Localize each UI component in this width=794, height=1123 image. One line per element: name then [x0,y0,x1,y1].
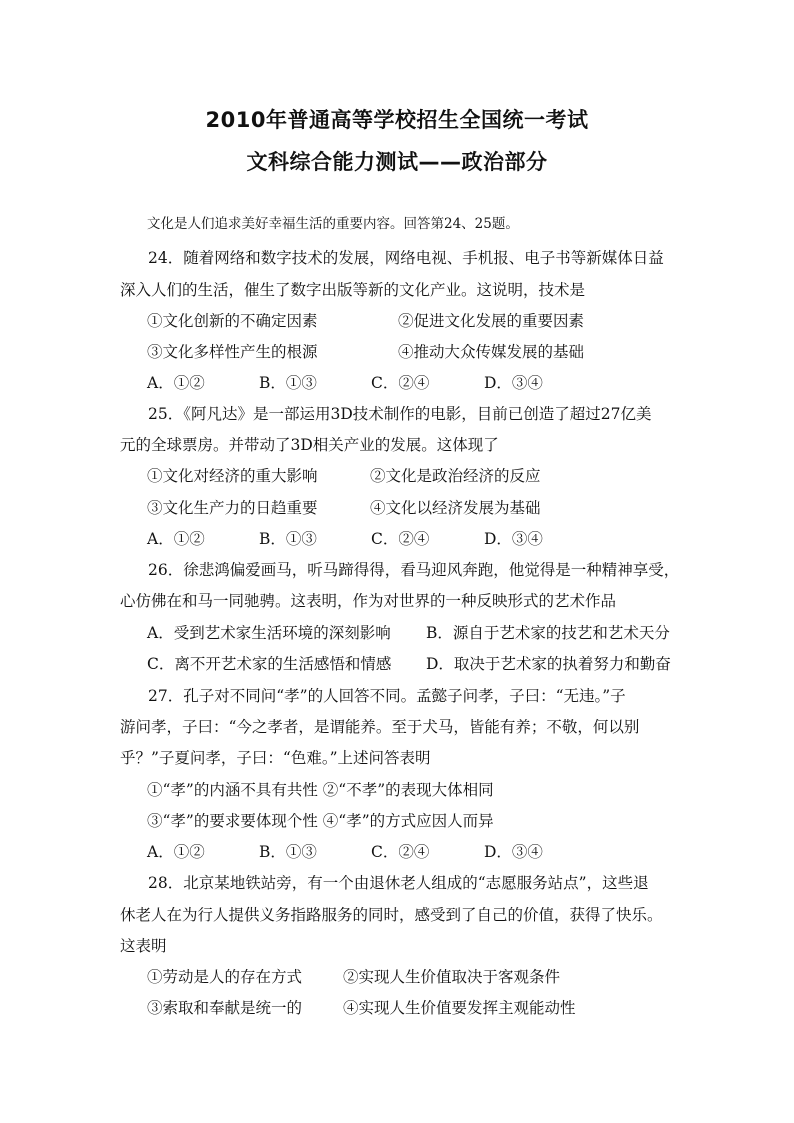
q27-options-row-1: ①“孝”的内涵不具有共性 ②“不孝”的表现大体相同 [147,781,494,799]
q28-option-4: ④实现人生价值要发挥主观能动性 [343,999,576,1017]
q25-choice-d: D．③④ [484,530,543,548]
q25-option-2: ②文化是政治经济的反应 [370,467,541,485]
q25-option-4: ④文化以经济发展为基础 [370,499,541,517]
exam-subtitle: 文科综合能力测试——政治部分 [246,150,548,174]
q27-stem-line-1: 27．孔子对不同问“孝”的人回答不同。孟懿子问孝，子曰：“无违。”子 [148,687,626,705]
q28-stem-line-1: 28．北京某地铁站旁，有一个由退休老人组成的“志愿服务站点”，这些退 [148,874,649,892]
q28-option-2: ②实现人生价值取决于客观条件 [343,968,561,986]
q25-choice-b: B．①③ [259,530,317,548]
q28-option-3: ③索取和奉献是统一的 [147,999,303,1017]
q25-choice-c: C．②④ [371,530,430,548]
q27-choice-b: B．①③ [259,843,317,861]
q25-option-3: ③文化生产力的日趋重要 [147,499,318,517]
q26-option-a: A．受到艺术家生活环境的深刻影响 [147,624,391,642]
q28-stem-line-2: 休老人在为行人提供义务指路服务的同时，感受到了自己的价值，获得了快乐。 [120,906,663,924]
q24-choice-b: B．①③ [259,374,317,392]
q24-choice-d: D．③④ [484,374,543,392]
exam-title: 2010年普通高等学校招生全国统一考试 [205,108,589,132]
q24-stem-line-1: 24．随着网络和数字技术的发展，网络电视、手机报、电子书等新媒体日益 [148,249,664,267]
q25-option-1: ①文化对经济的重大影响 [147,467,318,485]
q26-option-c: C．离不开艺术家的生活感悟和情感 [147,655,392,673]
q24-option-3: ③文化多样性产生的根源 [147,343,318,361]
q24-choice-a: A．①② [147,374,205,392]
q27-choice-c: C．②④ [371,843,430,861]
section-intro: 文化是人们追求美好幸福生活的重要内容。回答第24、25题。 [147,216,519,232]
q25-choice-a: A．①② [147,530,205,548]
q26-option-d: D．取决于艺术家的执着努力和勤奋 [426,655,671,673]
q27-choice-d: D．③④ [484,843,543,861]
q24-choice-c: C．②④ [371,374,430,392]
q28-option-1: ①劳动是人的存在方式 [147,968,303,986]
q27-options-row-2: ③“孝”的要求要体现个性 ④“孝”的方式应因人而异 [147,812,494,830]
q26-stem-line-1: 26．徐悲鸿偏爱画马，听马蹄得得，看马迎风奔跑，他觉得是一种精神享受， [148,561,680,579]
q28-stem-line-3: 这表明 [120,937,167,955]
q26-stem-line-2: 心仿佛在和马一同驰骋。这表明，作为对世界的一种反映形式的艺术作品 [120,592,617,610]
q24-stem-line-2: 深入人们的生活，催生了数字出版等新的文化产业。这说明，技术是 [120,281,586,299]
q27-stem-line-3: 乎？”子夏问孝，子曰：“色难。”上述问答表明 [120,749,431,767]
q25-stem-line-2: 元的全球票房。并带动了3D相关产业的发展。这体现了 [120,436,499,454]
q25-stem-line-1: 25．《阿凡达》是一部运用3D技术制作的电影，目前已创造了超过27亿美 [148,405,652,423]
q27-choice-a: A．①② [147,843,205,861]
q27-stem-line-2: 游问孝，子曰：“今之孝者，是谓能养。至于犬马，皆能有养；不敬，何以别 [120,718,640,736]
q26-option-b: B．源自于艺术家的技艺和艺术天分 [426,624,670,642]
q24-option-1: ①文化创新的不确定因素 [147,312,318,330]
q24-option-4: ④推动大众传媒发展的基础 [398,343,585,361]
q24-option-2: ②促进文化发展的重要因素 [398,312,585,330]
